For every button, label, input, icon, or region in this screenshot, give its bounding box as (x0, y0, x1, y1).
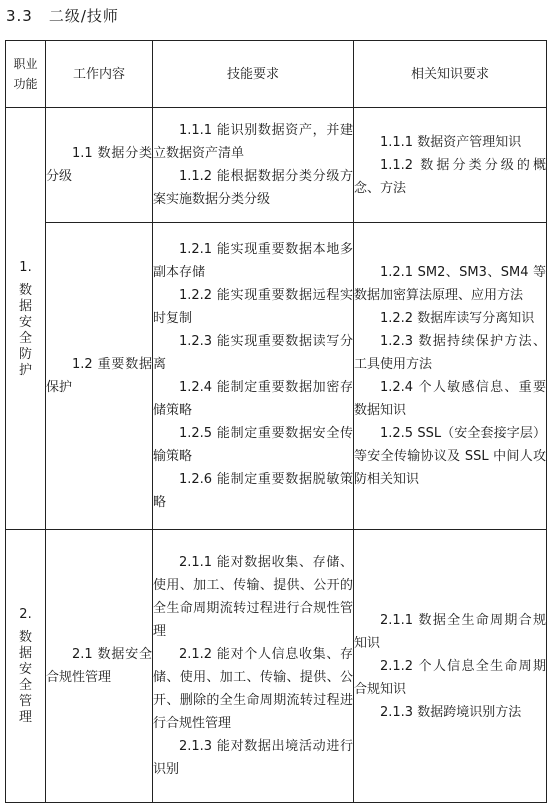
skill-item: 2.1.3 能对数据出境活动进行识别 (153, 739, 353, 777)
work-content-cell: 1.2 重要数据保护 (46, 223, 153, 530)
knowledge-item: 1.2.1 SM2、SM3、SM4 等数据加密算法原理、应用方法 (354, 265, 546, 303)
knowledge-item: 2.1.1 数据全生命周期合规知识 (354, 612, 546, 651)
skill-item: 1.1.1 能识别数据资产，并建立数据资产清单 (153, 123, 353, 161)
header-skills: 技能要求 (153, 41, 354, 108)
knowledge-cell (354, 108, 547, 223)
knowledge-item: 1.2.3 数据持续保护方法、工具使用方法 (354, 334, 546, 372)
skills-cell (153, 223, 354, 530)
function-name: 数据安全管理 (18, 630, 32, 725)
function-number: 1. (19, 259, 32, 275)
table-row (6, 223, 547, 530)
work-content-cell: 2.1 数据安全合规性管理 (46, 530, 153, 803)
knowledge-item: 1.2.4 个人敏感信息、重要数据知识 (354, 380, 546, 418)
section-heading: 3.3 二级/技师 (6, 7, 119, 25)
knowledge-item: 1.2.2 数据库读写分离知识 (380, 311, 535, 326)
knowledge-cell (354, 530, 547, 803)
skill-item: 1.2.4 能制定重要数据加密存储策略 (153, 380, 353, 418)
knowledge-item: 1.1.1 数据资产管理知识 (380, 134, 522, 150)
header-work: 工作内容 (46, 41, 153, 108)
skills-cell (153, 530, 354, 803)
skill-item: 1.2.6 能制定重要数据脱敏策略 (153, 472, 353, 510)
table-row (6, 108, 547, 223)
skill-item: 1.1.2 能根据数据分类分级方案实施数据分类分级 (153, 169, 353, 207)
skill-item: 1.2.3 能实现重要数据读写分离 (153, 334, 353, 372)
skill-item: 2.1.2 能对个人信息收集、存储、使用、加工、传输、提供、公开、删除的全生命周期流转过程进行合规性管理 (153, 647, 353, 731)
table-header-row (6, 41, 547, 108)
skill-item: 1.2.1 能实现重要数据本地多副本存储 (153, 242, 353, 280)
knowledge-item: 2.1.2 个人信息全生命周期合规知识 (354, 658, 546, 697)
header-function: 职业功能 (6, 41, 46, 108)
knowledge-item: 1.1.2 数据分类分级的概念、方法 (354, 157, 546, 196)
function-cell (6, 530, 46, 803)
skill-item: 2.1.1 能对数据收集、存储、使用、加工、传输、提供、公开的全生命周期流转过程进行合规性管理 (153, 555, 353, 639)
skill-item: 1.2.5 能制定重要数据安全传输策略 (153, 426, 353, 464)
skill-item: 1.2.2 能实现重要数据远程实时复制 (153, 288, 353, 326)
table-row (6, 530, 547, 803)
knowledge-item: 2.1.3 数据跨境识别方法 (380, 704, 522, 720)
function-number: 2. (19, 607, 32, 622)
knowledge-cell (354, 223, 547, 530)
function-cell (6, 108, 46, 530)
skills-table (5, 40, 547, 803)
work-content-cell: 1.1 数据分类分级 (46, 108, 153, 223)
header-knowledge: 相关知识要求 (354, 41, 547, 108)
knowledge-item: 1.2.5 SSL（安全套接字层）等安全传输协议及 SSL 中间人攻防相关知识 (354, 426, 546, 487)
skills-cell (153, 108, 354, 223)
function-name: 数据安全防护 (18, 282, 32, 378)
